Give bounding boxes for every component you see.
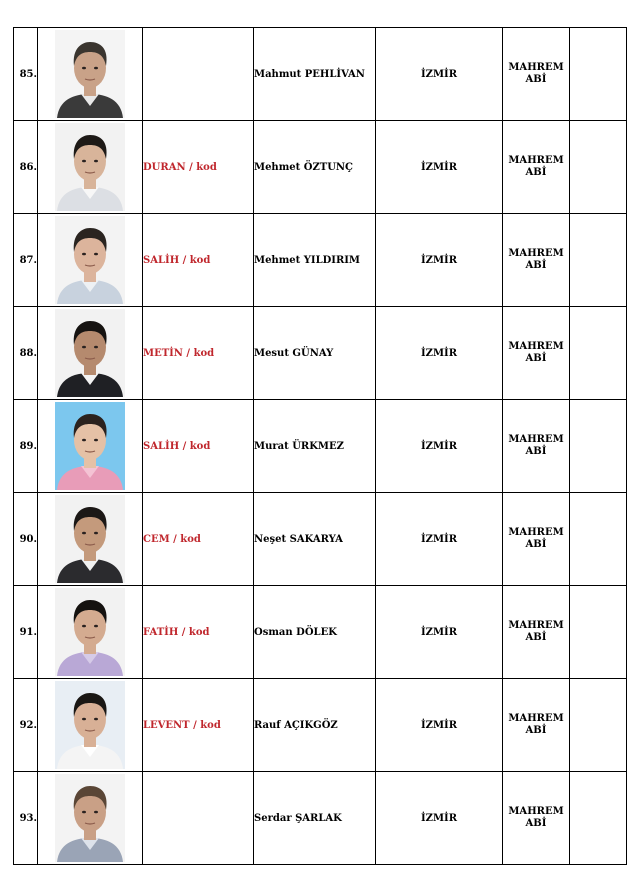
portrait-icon <box>55 681 125 769</box>
row-number: 93. <box>14 772 38 865</box>
table-row <box>14 493 627 586</box>
table-row <box>14 214 627 307</box>
row-number: 88. <box>14 307 38 400</box>
row-number: 92. <box>14 679 38 772</box>
empty-cell <box>570 121 627 214</box>
code-name <box>143 772 254 865</box>
code-name <box>143 28 254 121</box>
table-row <box>14 28 627 121</box>
table-row <box>14 586 627 679</box>
portrait-icon <box>55 309 125 397</box>
table-row <box>14 121 627 214</box>
photo-cell <box>38 214 143 307</box>
code-name: LEVENT / kod <box>143 679 254 772</box>
portrait-photo <box>55 216 125 304</box>
portrait-photo <box>55 309 125 397</box>
full-name: Mesut GÜNAY <box>254 307 376 400</box>
portrait-icon <box>55 216 125 304</box>
portrait-icon <box>55 495 125 583</box>
code-name: FATİH / kod <box>143 586 254 679</box>
role: MAHREM ABİ <box>503 400 570 493</box>
role: MAHREM ABİ <box>503 586 570 679</box>
photo-cell <box>38 400 143 493</box>
full-name: Osman DÖLEK <box>254 586 376 679</box>
role: MAHREM ABİ <box>503 28 570 121</box>
full-name: Mehmet YILDIRIM <box>254 214 376 307</box>
full-name: Neşet SAKARYA <box>254 493 376 586</box>
portrait-icon <box>55 402 125 490</box>
code-name: METİN / kod <box>143 307 254 400</box>
portrait-photo <box>55 681 125 769</box>
photo-cell <box>38 679 143 772</box>
photo-cell <box>38 28 143 121</box>
full-name: Mahmut PEHLİVAN <box>254 28 376 121</box>
code-name: CEM / kod <box>143 493 254 586</box>
table-row <box>14 772 627 865</box>
portrait-photo <box>55 495 125 583</box>
role: MAHREM ABİ <box>503 679 570 772</box>
code-name: DURAN / kod <box>143 121 254 214</box>
full-name: Mehmet ÖZTUNÇ <box>254 121 376 214</box>
role: MAHREM ABİ <box>503 121 570 214</box>
empty-cell <box>570 28 627 121</box>
photo-cell <box>38 121 143 214</box>
table-row <box>14 679 627 772</box>
portrait-icon <box>55 123 125 211</box>
empty-cell <box>570 772 627 865</box>
full-name: Serdar ŞARLAK <box>254 772 376 865</box>
empty-cell <box>570 214 627 307</box>
city: İZMİR <box>376 307 503 400</box>
code-name: SALİH / kod <box>143 214 254 307</box>
personnel-table <box>13 27 627 865</box>
table-body <box>14 28 627 865</box>
city: İZMİR <box>376 679 503 772</box>
empty-cell <box>570 400 627 493</box>
empty-cell <box>570 493 627 586</box>
row-number: 90. <box>14 493 38 586</box>
full-name: Rauf AÇIKGÖZ <box>254 679 376 772</box>
photo-cell <box>38 772 143 865</box>
portrait-icon <box>55 30 125 118</box>
row-number: 89. <box>14 400 38 493</box>
city: İZMİR <box>376 493 503 586</box>
empty-cell <box>570 586 627 679</box>
city: İZMİR <box>376 214 503 307</box>
portrait-photo <box>55 774 125 862</box>
row-number: 85. <box>14 28 38 121</box>
city: İZMİR <box>376 121 503 214</box>
portrait-photo <box>55 30 125 118</box>
photo-cell <box>38 493 143 586</box>
portrait-photo <box>55 588 125 676</box>
empty-cell <box>570 679 627 772</box>
portrait-photo <box>55 402 125 490</box>
city: İZMİR <box>376 586 503 679</box>
city: İZMİR <box>376 28 503 121</box>
role: MAHREM ABİ <box>503 493 570 586</box>
code-name: SALİH / kod <box>143 400 254 493</box>
photo-cell <box>38 307 143 400</box>
photo-cell <box>38 586 143 679</box>
row-number: 86. <box>14 121 38 214</box>
table-row <box>14 307 627 400</box>
city: İZMİR <box>376 400 503 493</box>
portrait-icon <box>55 774 125 862</box>
empty-cell <box>570 307 627 400</box>
row-number: 87. <box>14 214 38 307</box>
role: MAHREM ABİ <box>503 307 570 400</box>
portrait-icon <box>55 588 125 676</box>
portrait-photo <box>55 123 125 211</box>
role: MAHREM ABİ <box>503 214 570 307</box>
row-number: 91. <box>14 586 38 679</box>
full-name: Murat ÜRKMEZ <box>254 400 376 493</box>
city: İZMİR <box>376 772 503 865</box>
role: MAHREM ABİ <box>503 772 570 865</box>
table-row <box>14 400 627 493</box>
